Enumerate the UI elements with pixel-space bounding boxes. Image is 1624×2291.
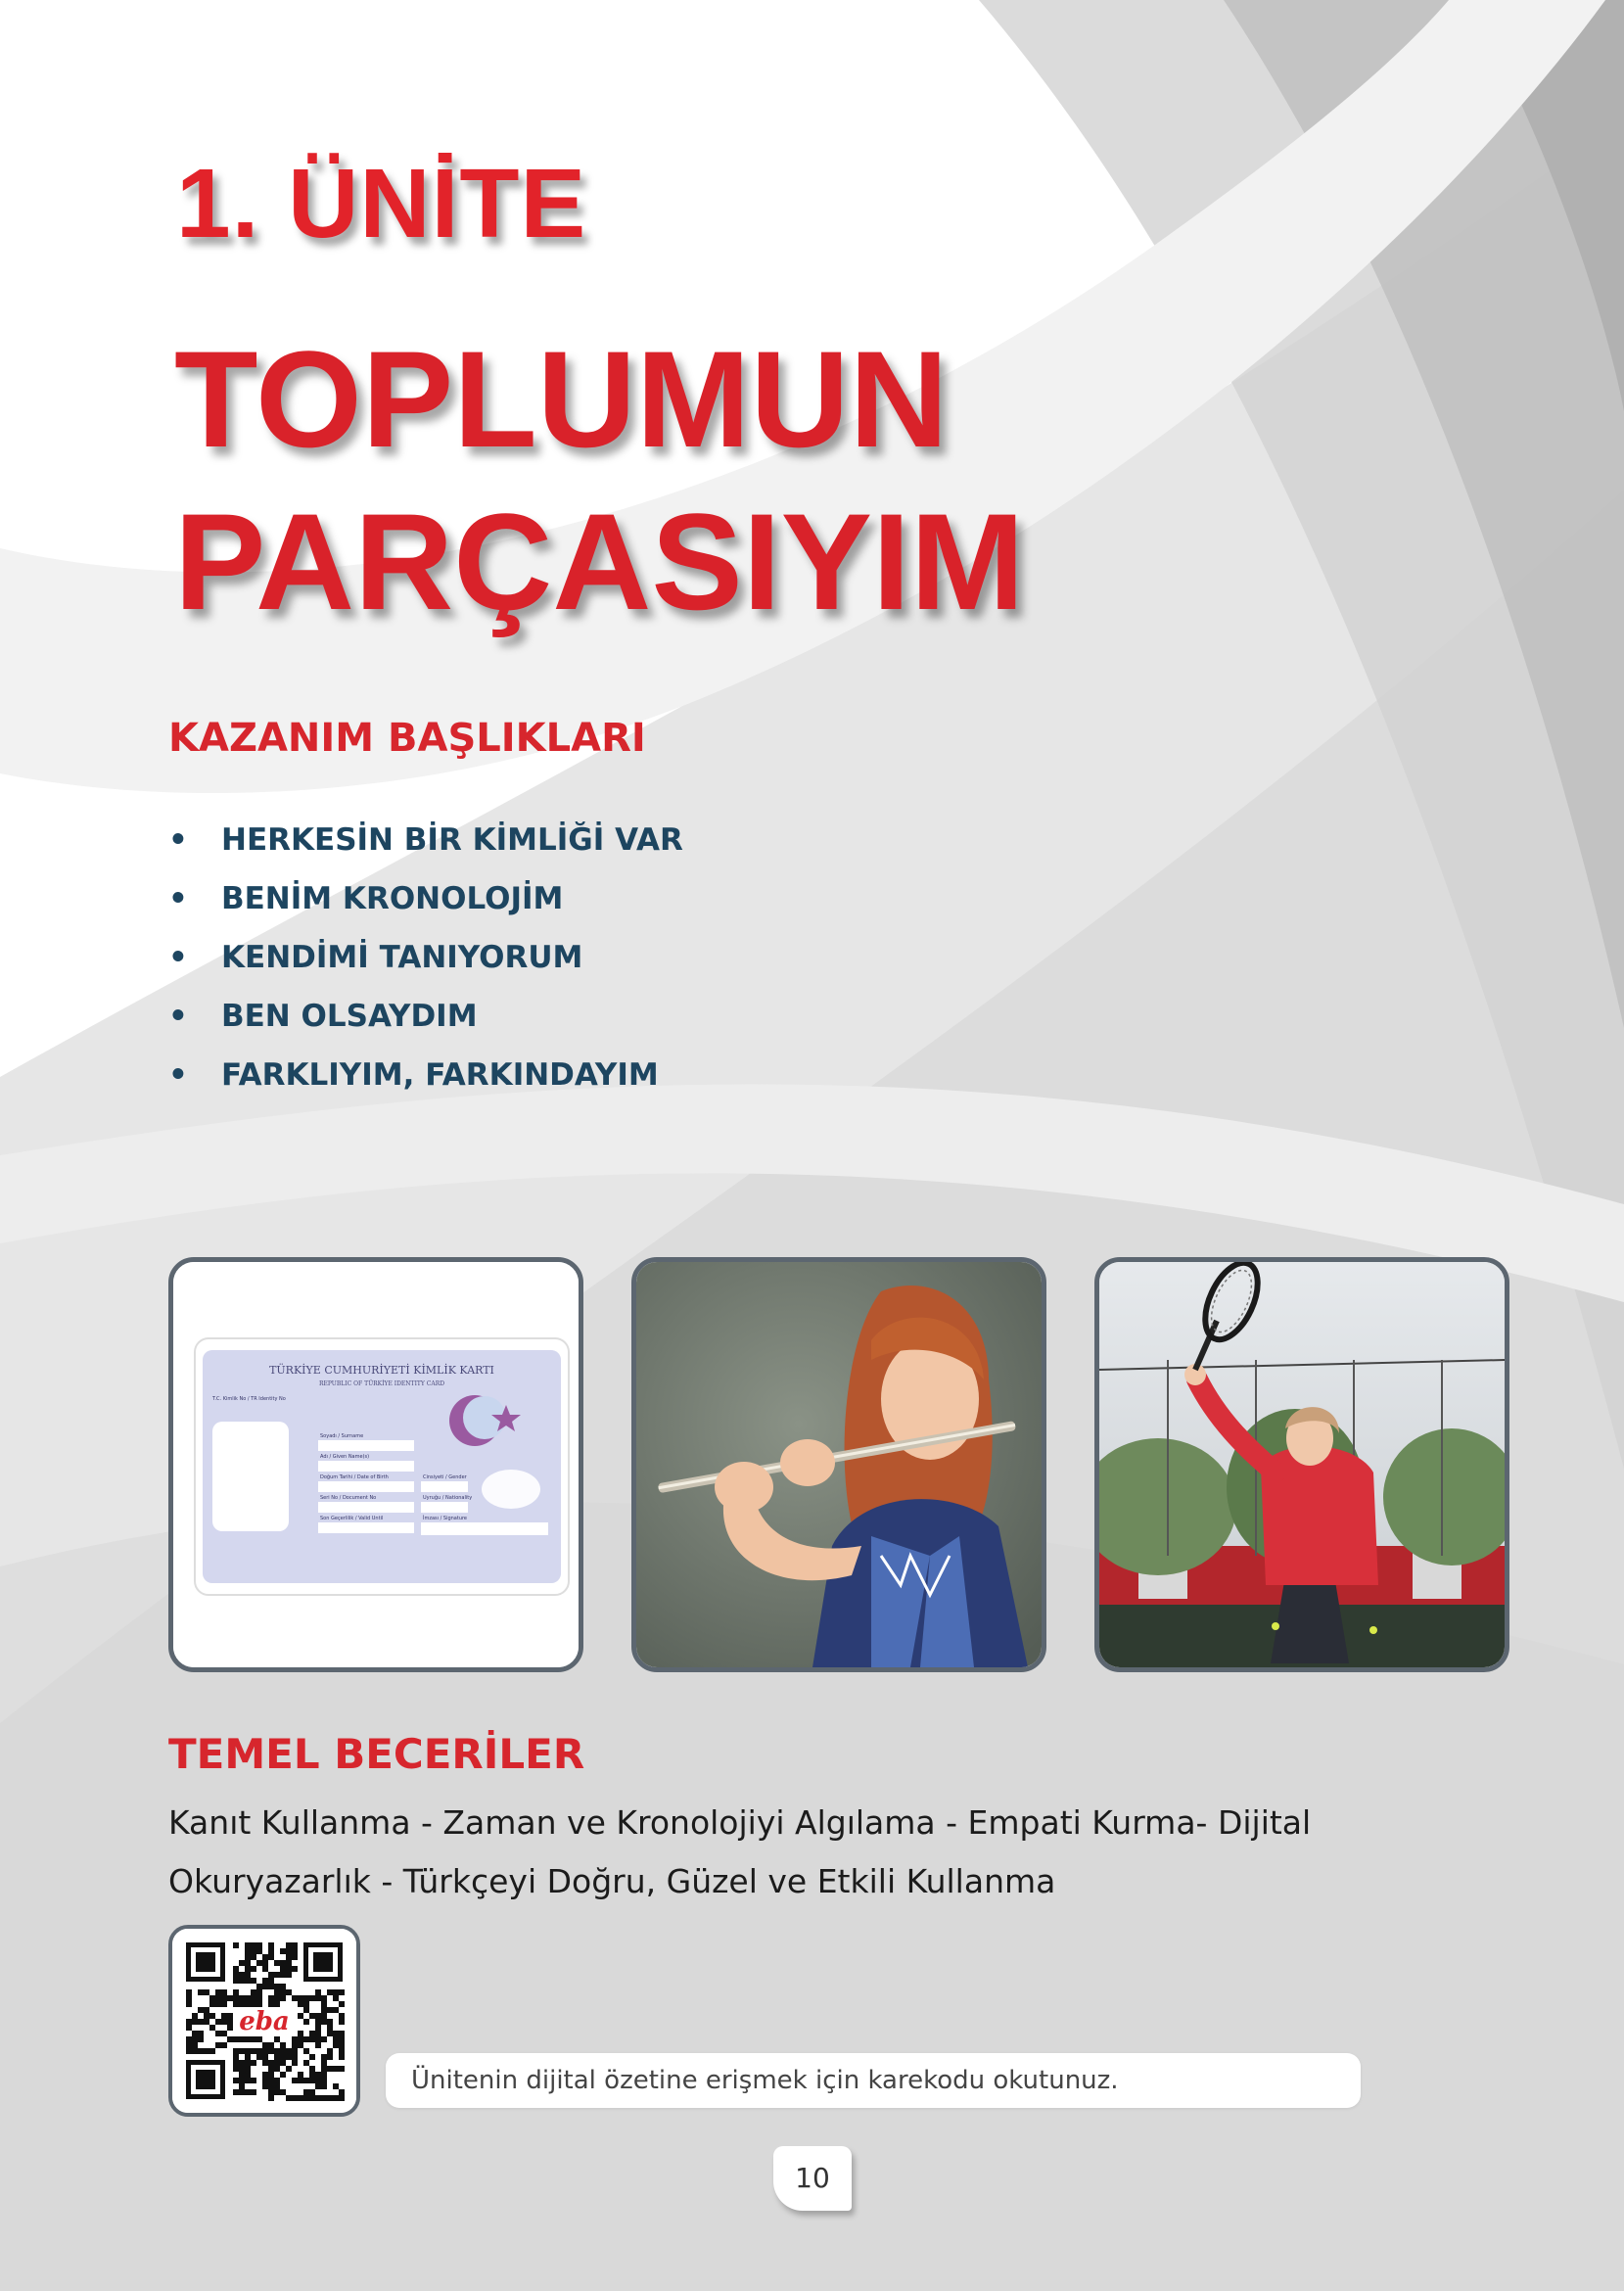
qr-code-icon[interactable] (172, 1929, 356, 2113)
outcome-item (168, 879, 683, 938)
id-card-field-label: Adı / Given Name(s) (320, 1454, 370, 1460)
skills-line-1: Kanıt Kullanma - Zaman ve Kronolojiyi Algılama - Empati Kurma- Dijital (168, 1803, 1312, 1842)
bullet-icon: • (168, 881, 188, 916)
qr-instruction-text: Ünitenin dijital özetine erişmek için karekodu okutunuz. (386, 2053, 1361, 2108)
id-card-subtitle: REPUBLIC OF TÜRKİYE IDENTITY CARD (318, 1380, 445, 1387)
skills-line-2: Okuryazarlık - Türkçeyi Doğru, Güzel ve Etkili Kullanma (168, 1862, 1056, 1900)
bullet-icon: • (168, 940, 188, 975)
unit-title-line-2: PARÇASIYIM (174, 485, 1025, 638)
bullet-icon: • (168, 822, 188, 858)
outcome-text: BENİM KRONOLOJİM (221, 881, 564, 916)
outcome-item (168, 1055, 683, 1114)
id-card-field-label: Son Geçerlilik / Valid Until (320, 1516, 384, 1521)
id-card-field-label: Uyruğu / Nationality (423, 1495, 473, 1501)
id-card-number-label: T.C. Kimlik No / TR Identity No (212, 1396, 286, 1402)
outcome-item (168, 820, 683, 879)
id-card-field-label: İmzası / Signature (423, 1516, 468, 1521)
outcome-text: FARKLIYIM, FARKINDAYIM (221, 1057, 659, 1093)
unit-title (174, 318, 1025, 643)
outcome-text: HERKESİN BİR KİMLİĞİ VAR (221, 822, 683, 858)
bullet-icon: • (168, 1057, 188, 1093)
skills-text (168, 1794, 1441, 1911)
girl-playing-tennis-photo-icon (1099, 1262, 1505, 1667)
page-number: 10 (773, 2146, 852, 2211)
skills-heading: TEMEL BECERİLER (168, 1730, 585, 1778)
id-card-title: TÜRKİYE CUMHURİYETİ KİMLİK KARTI (269, 1364, 494, 1377)
id-card-field-label: Doğum Tarihi / Date of Birth (320, 1474, 389, 1480)
id-card-image-frame (168, 1257, 583, 1672)
girl-playing-flute-photo-icon (636, 1262, 1042, 1667)
id-card-field-label: Seri No / Document No (320, 1495, 377, 1501)
id-card-field-label: Cinsiyeti / Gender (423, 1474, 467, 1480)
outcomes-list (168, 820, 683, 1114)
unit-number-label: 1. ÜNİTE (176, 149, 587, 258)
outcomes-heading: KAZANIM BAŞLIKLARI (168, 716, 646, 761)
tennis-photo-frame (1094, 1257, 1509, 1672)
qr-code-frame[interactable] (168, 1925, 360, 2117)
id-card-icon (173, 1262, 579, 1667)
outcome-text: KENDİMİ TANIYORUM (221, 940, 583, 975)
unit-title-line-1: TOPLUMUN (174, 322, 949, 476)
flute-photo-frame (631, 1257, 1046, 1672)
eba-logo: eba (239, 2007, 290, 2036)
bullet-icon: • (168, 999, 188, 1034)
outcome-item (168, 997, 683, 1055)
id-card-field-label: Soyadı / Surname (320, 1433, 364, 1439)
outcome-text: BEN OLSAYDIM (221, 999, 478, 1034)
outcome-item (168, 938, 683, 997)
